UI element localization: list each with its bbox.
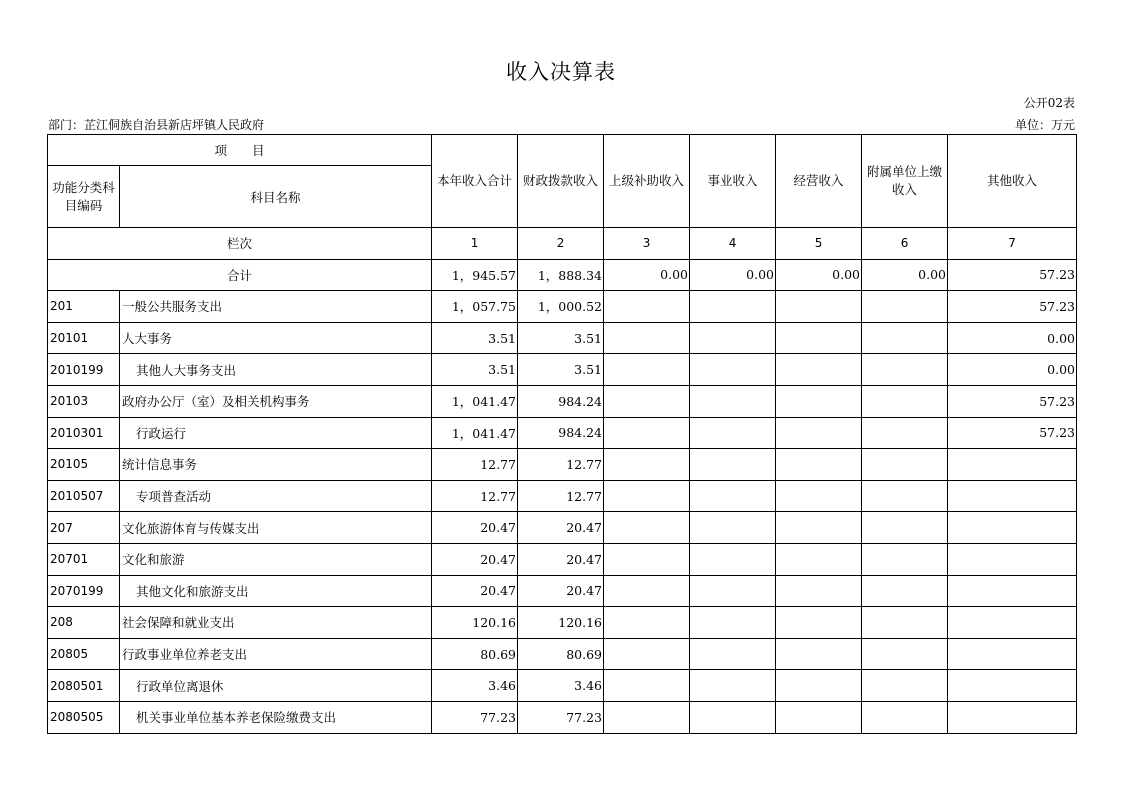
table-row	[48, 638, 1077, 670]
value-cell	[604, 385, 690, 417]
subject-code-cell: 2080505	[48, 701, 120, 733]
value-cell: 77.23	[432, 701, 518, 733]
value-cell: 20.47	[518, 575, 604, 607]
value-cell: 12.77	[518, 449, 604, 481]
value-cell	[948, 607, 1077, 639]
value-cell	[604, 449, 690, 481]
value-cell: 57.23	[948, 291, 1077, 323]
value-cell	[776, 512, 862, 544]
subject-code-cell: 2010507	[48, 480, 120, 512]
value-cell: 1，041.47	[432, 417, 518, 449]
table-row	[48, 291, 1077, 323]
subject-code-cell: 20105	[48, 449, 120, 481]
subject-name-cell: 统计信息事务	[120, 449, 432, 481]
header-code: 功能分类科目编码	[48, 166, 120, 228]
value-cell: 20.47	[518, 512, 604, 544]
subject-name-cell: 文化旅游体育与传媒支出	[120, 512, 432, 544]
subject-name-cell: 行政单位离退休	[120, 670, 432, 702]
value-cell: 3.46	[432, 670, 518, 702]
value-cell: 3.51	[432, 322, 518, 354]
total-value-cell: 0.00	[776, 259, 862, 291]
header-col-affiliate: 附属单位上缴收入	[862, 135, 948, 228]
value-cell	[776, 322, 862, 354]
value-cell	[948, 638, 1077, 670]
value-cell	[862, 575, 948, 607]
seq-cell: 1	[432, 228, 518, 260]
value-cell: 57.23	[948, 417, 1077, 449]
value-cell: 12.77	[432, 480, 518, 512]
value-cell: 3.51	[432, 354, 518, 386]
value-cell	[604, 322, 690, 354]
value-cell	[604, 701, 690, 733]
subject-code-cell: 201	[48, 291, 120, 323]
subject-name-cell: 人大事务	[120, 322, 432, 354]
subject-code-cell: 20701	[48, 543, 120, 575]
seq-cell: 4	[690, 228, 776, 260]
header-col-other: 其他收入	[948, 135, 1077, 228]
department-label: 部门：芷江侗族自治县新店坪镇人民政府	[48, 118, 265, 132]
value-cell	[862, 291, 948, 323]
value-cell: 20.47	[432, 512, 518, 544]
value-cell	[690, 385, 776, 417]
value-cell: 0.00	[948, 354, 1077, 386]
subject-name-cell: 其他文化和旅游支出	[120, 575, 432, 607]
value-cell: 20.47	[518, 543, 604, 575]
subject-name-cell: 社会保障和就业支出	[120, 607, 432, 639]
seq-cell: 7	[948, 228, 1077, 260]
value-cell: 3.51	[518, 322, 604, 354]
table-row	[48, 385, 1077, 417]
value-cell	[776, 385, 862, 417]
value-cell	[862, 322, 948, 354]
table-row	[48, 449, 1077, 481]
value-cell: 3.51	[518, 354, 604, 386]
value-cell	[948, 512, 1077, 544]
value-cell	[604, 607, 690, 639]
value-cell	[690, 354, 776, 386]
value-cell	[690, 322, 776, 354]
value-cell	[604, 543, 690, 575]
value-cell: 1，057.75	[432, 291, 518, 323]
sequence-row	[48, 228, 1077, 260]
value-cell	[776, 638, 862, 670]
value-cell	[604, 670, 690, 702]
value-cell	[862, 607, 948, 639]
header-col-superior: 上级补助收入	[604, 135, 690, 228]
value-cell	[776, 607, 862, 639]
value-cell: 20.47	[432, 543, 518, 575]
value-cell: 80.69	[518, 638, 604, 670]
table-row	[48, 480, 1077, 512]
value-cell: 80.69	[432, 638, 518, 670]
value-cell: 12.77	[518, 480, 604, 512]
value-cell	[604, 575, 690, 607]
value-cell	[776, 701, 862, 733]
value-cell	[604, 638, 690, 670]
seq-cell: 3	[604, 228, 690, 260]
total-value-cell: 0.00	[690, 259, 776, 291]
header-col-business: 事业收入	[690, 135, 776, 228]
header-col-total: 本年收入合计	[432, 135, 518, 228]
subject-code-cell: 207	[48, 512, 120, 544]
value-cell	[604, 354, 690, 386]
header-item: 项 目	[48, 135, 432, 166]
total-value-cell: 0.00	[862, 259, 948, 291]
subject-code-cell: 208	[48, 607, 120, 639]
value-cell: 57.23	[948, 385, 1077, 417]
value-cell: 984.24	[518, 417, 604, 449]
value-cell	[690, 575, 776, 607]
value-cell	[690, 543, 776, 575]
header-name: 科目名称	[120, 166, 432, 228]
value-cell: 120.16	[518, 607, 604, 639]
value-cell	[776, 543, 862, 575]
header-col-operating: 经营收入	[776, 135, 862, 228]
value-cell	[948, 449, 1077, 481]
total-value-cell: 0.00	[604, 259, 690, 291]
value-cell	[776, 291, 862, 323]
subject-name-cell: 政府办公厅（室）及相关机构事务	[120, 385, 432, 417]
subject-code-cell: 20101	[48, 322, 120, 354]
value-cell	[862, 449, 948, 481]
value-cell: 120.16	[432, 607, 518, 639]
subject-name-cell: 专项普查活动	[120, 480, 432, 512]
total-value-cell: 57.23	[948, 259, 1077, 291]
subject-code-cell: 2070199	[48, 575, 120, 607]
subject-name-cell: 文化和旅游	[120, 543, 432, 575]
subject-code-cell: 2010199	[48, 354, 120, 386]
seq-cell: 2	[518, 228, 604, 260]
value-cell	[604, 417, 690, 449]
value-cell	[948, 701, 1077, 733]
value-cell: 77.23	[518, 701, 604, 733]
value-cell: 12.77	[432, 449, 518, 481]
value-cell	[690, 480, 776, 512]
header-col-fiscal: 财政拨款收入	[518, 135, 604, 228]
table-row	[48, 670, 1077, 702]
subject-name-cell: 其他人大事务支出	[120, 354, 432, 386]
value-cell: 1，041.47	[432, 385, 518, 417]
subject-name-cell: 机关事业单位基本养老保险缴费支出	[120, 701, 432, 733]
value-cell	[862, 638, 948, 670]
value-cell	[862, 701, 948, 733]
value-cell	[690, 701, 776, 733]
value-cell	[948, 543, 1077, 575]
value-cell	[776, 449, 862, 481]
value-cell	[690, 638, 776, 670]
table-row	[48, 512, 1077, 544]
value-cell	[862, 512, 948, 544]
seq-cell: 6	[862, 228, 948, 260]
value-cell	[948, 575, 1077, 607]
value-cell	[862, 543, 948, 575]
value-cell	[604, 512, 690, 544]
value-cell	[862, 385, 948, 417]
income-table	[47, 134, 1077, 734]
value-cell	[690, 670, 776, 702]
table-row	[48, 354, 1077, 386]
table-row	[48, 575, 1077, 607]
subject-name-cell: 一般公共服务支出	[120, 291, 432, 323]
value-cell	[690, 512, 776, 544]
subject-name-cell: 行政事业单位养老支出	[120, 638, 432, 670]
value-cell	[862, 417, 948, 449]
sequence-label: 栏次	[48, 228, 432, 260]
value-cell	[776, 354, 862, 386]
table-row	[48, 322, 1077, 354]
unit-label: 单位：万元	[1014, 118, 1075, 132]
subject-code-cell: 2080501	[48, 670, 120, 702]
subject-code-cell: 20805	[48, 638, 120, 670]
page-title: 收入决算表	[506, 60, 616, 84]
table-row	[48, 701, 1077, 733]
table-row	[48, 417, 1077, 449]
table-row	[48, 607, 1077, 639]
subject-name-cell: 行政运行	[120, 417, 432, 449]
form-number: 公开02表	[1023, 96, 1075, 110]
value-cell: 1，000.52	[518, 291, 604, 323]
value-cell	[862, 354, 948, 386]
value-cell	[948, 480, 1077, 512]
table-row	[48, 543, 1077, 575]
value-cell	[776, 480, 862, 512]
value-cell	[690, 607, 776, 639]
value-cell	[776, 417, 862, 449]
total-value-cell: 1，888.34	[518, 259, 604, 291]
seq-cell: 5	[776, 228, 862, 260]
value-cell	[776, 670, 862, 702]
subject-code-cell: 20103	[48, 385, 120, 417]
value-cell	[690, 449, 776, 481]
value-cell	[690, 417, 776, 449]
total-row	[48, 259, 1077, 291]
value-cell	[690, 291, 776, 323]
value-cell	[948, 670, 1077, 702]
value-cell	[862, 670, 948, 702]
value-cell: 984.24	[518, 385, 604, 417]
total-label: 合计	[48, 259, 432, 291]
value-cell: 3.46	[518, 670, 604, 702]
total-value-cell: 1，945.57	[432, 259, 518, 291]
subject-code-cell: 2010301	[48, 417, 120, 449]
value-cell	[604, 480, 690, 512]
value-cell	[604, 291, 690, 323]
value-cell: 0.00	[948, 322, 1077, 354]
value-cell: 20.47	[432, 575, 518, 607]
value-cell	[776, 575, 862, 607]
value-cell	[862, 480, 948, 512]
